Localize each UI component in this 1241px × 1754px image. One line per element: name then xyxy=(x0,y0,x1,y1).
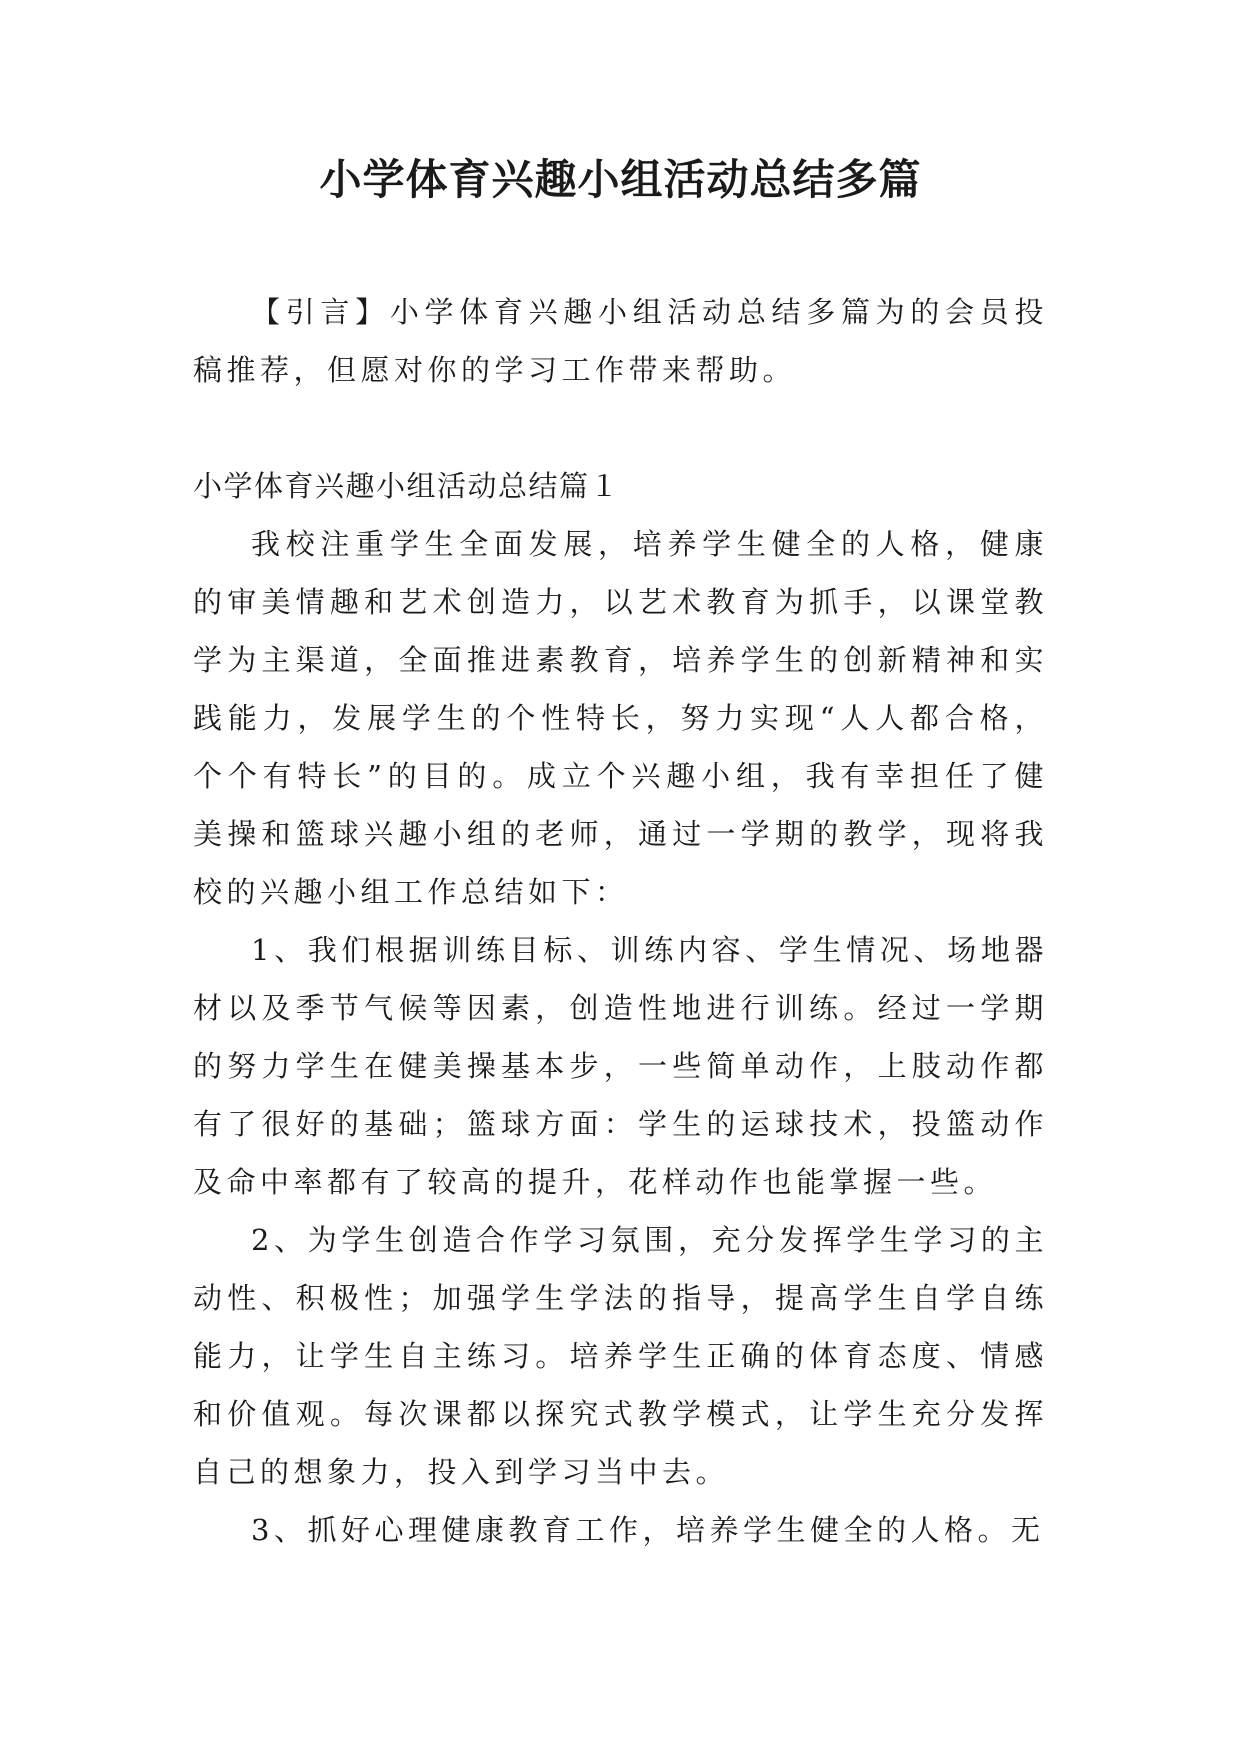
body-paragraph: 1、我们根据训练目标、训练内容、学生情况、场地器材以及季节气候等因素，创造性地进行训练。经过一学期的努力学生在健美操基本步，一些简单动作，上肢动作都有了很好的基础；篮球方面：学生的运球技术，投篮动作及命中率都有了较高的提升，花样动作也能掌握一些。 xyxy=(193,933,1048,1199)
body-paragraph: 3、抓好心理健康教育工作，培养学生健全的人格。无 xyxy=(251,1513,1045,1547)
body-paragraph: 2、为学生创造合作学习氛围，充分发挥学生学习的主动性、积极性；加强学生学法的指导，提高学生自学自练能力，让学生自主练习。培养学生正确的体育态度、情感和价值观。每次课都以探究式教学模式，让学生充分发挥自己的想象力，投入到学习当中去。 xyxy=(193,1223,1048,1489)
intro-paragraph: 【引言】小学体育兴趣小组活动总结多篇为的会员投稿推荐，但愿对你的学习工作带来帮助。 xyxy=(193,295,1048,387)
body-paragraph: 我校注重学生全面发展，培养学生健全的人格，健康的审美情趣和艺术创造力，以艺术教育为抓手，以课堂教学为主渠道，全面推进素教育，培养学生的创新精神和实践能力，发展学生的个性特长，努力实现“人人都合格，个个有特长”的目的。成立个兴趣小组，我有幸担任了健美操和篮球兴趣小组的老师，通过一学期的教学，现将我校的兴趣小组工作总结如下： xyxy=(193,527,1048,909)
document-title: 小学体育兴趣小组活动总结多篇 xyxy=(319,155,922,204)
document-body xyxy=(193,283,1048,1559)
section-heading: 小学体育兴趣小组活动总结篇１ xyxy=(193,469,621,503)
